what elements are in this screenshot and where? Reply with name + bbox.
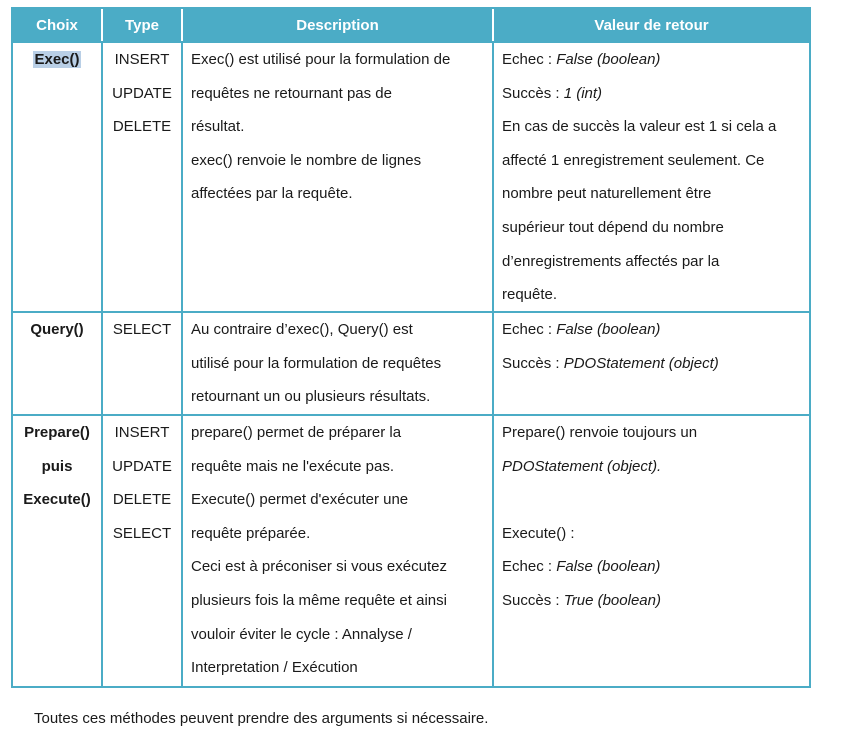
choix-execute: Execute() xyxy=(23,491,91,509)
description-line: plusieurs fois la même requête et ainsi xyxy=(191,591,447,609)
choix-cell xyxy=(13,43,103,311)
footer-note: Toutes ces méthodes peuvent prendre des arguments si nécessaire. xyxy=(34,710,489,727)
description-line: Au contraire d’exec(), Query() est xyxy=(191,321,413,338)
description-cell xyxy=(183,43,494,311)
prepare-return-value: PDOStatement (object). xyxy=(502,457,662,475)
retour-note-line: requête. xyxy=(502,286,558,304)
description-line: requête mais ne l'exécute pas. xyxy=(191,457,394,475)
header-valeur-retour: Valeur de retour xyxy=(594,16,709,34)
choix-cell xyxy=(13,416,103,686)
table-header xyxy=(13,9,809,41)
table-row xyxy=(13,41,809,311)
type-value: INSERT xyxy=(114,51,170,68)
description-line: requête préparée. xyxy=(191,524,311,542)
description-cell xyxy=(183,313,494,414)
retour-note-line: En cas de succès la valeur est 1 si cela a xyxy=(502,118,777,136)
type-cell xyxy=(103,43,183,311)
description-line: Exec() est utilisé pour la formulation de xyxy=(191,51,451,68)
prepare-return-line: Prepare() renvoie toujours un xyxy=(502,424,698,441)
retour-cell xyxy=(494,313,809,414)
retour-cell xyxy=(494,43,809,311)
description-line: requêtes ne retournant pas de xyxy=(191,84,392,102)
type-cell xyxy=(103,313,183,414)
type-value: INSERT xyxy=(114,424,170,441)
echec-line: Echec : False (boolean) xyxy=(502,558,661,576)
description-cell xyxy=(183,416,494,686)
choix-query: Query() xyxy=(30,321,84,338)
description-line: vouloir éviter le cycle : Annalyse / xyxy=(191,625,412,643)
choix-prepare: Prepare() xyxy=(24,424,90,441)
type-cell xyxy=(103,416,183,686)
header-type: Type xyxy=(103,9,183,41)
choix-puis: puis xyxy=(41,457,73,475)
description-line: Interpretation / Exécution xyxy=(191,659,358,677)
description-line: retournant un ou plusieurs résultats. xyxy=(191,388,431,406)
header-choix: Choix xyxy=(13,9,103,41)
retour-note-line: affecté 1 enregistrement seulement. Ce xyxy=(502,151,765,169)
retour-cell xyxy=(494,416,809,686)
echec-line: Echec : False (boolean) xyxy=(502,51,661,68)
description-line: prepare() permet de préparer la xyxy=(191,424,402,441)
retour-note-line: nombre peut naturellement être xyxy=(502,185,712,203)
methods-table xyxy=(11,7,811,688)
spacer xyxy=(502,483,809,517)
description-line: Ceci est à préconiser si vous exécutez xyxy=(191,558,447,576)
choix-cell xyxy=(13,313,103,414)
retour-note-line: d’enregistrements affectés par la xyxy=(502,252,720,270)
type-value: SELECT xyxy=(112,321,172,338)
description-line: utilisé pour la formulation de requêtes xyxy=(191,354,442,372)
type-value: DELETE xyxy=(112,491,172,509)
type-value: UPDATE xyxy=(112,457,172,475)
description-line: Execute() permet d'exécuter une xyxy=(191,491,409,509)
succes-line: Succès : 1 (int) xyxy=(502,84,603,102)
description-line: résultat. xyxy=(191,118,245,136)
choix-exec: Exec() xyxy=(34,51,80,68)
retour-note-line: supérieur tout dépend du nombre xyxy=(502,218,724,236)
table-row xyxy=(13,311,809,414)
table-row xyxy=(13,414,809,686)
description-line: affectées par la requête. xyxy=(191,185,353,203)
execute-label: Execute() : xyxy=(502,524,575,542)
succes-line: Succès : PDOStatement (object) xyxy=(502,354,719,372)
echec-line: Echec : False (boolean) xyxy=(502,321,661,338)
header-description: Description xyxy=(183,9,494,41)
type-value: SELECT xyxy=(112,524,172,542)
description-line: exec() renvoie le nombre de lignes xyxy=(191,151,422,169)
type-value: UPDATE xyxy=(112,84,172,102)
type-value: DELETE xyxy=(112,118,172,136)
succes-line: Succès : True (boolean) xyxy=(502,591,661,609)
